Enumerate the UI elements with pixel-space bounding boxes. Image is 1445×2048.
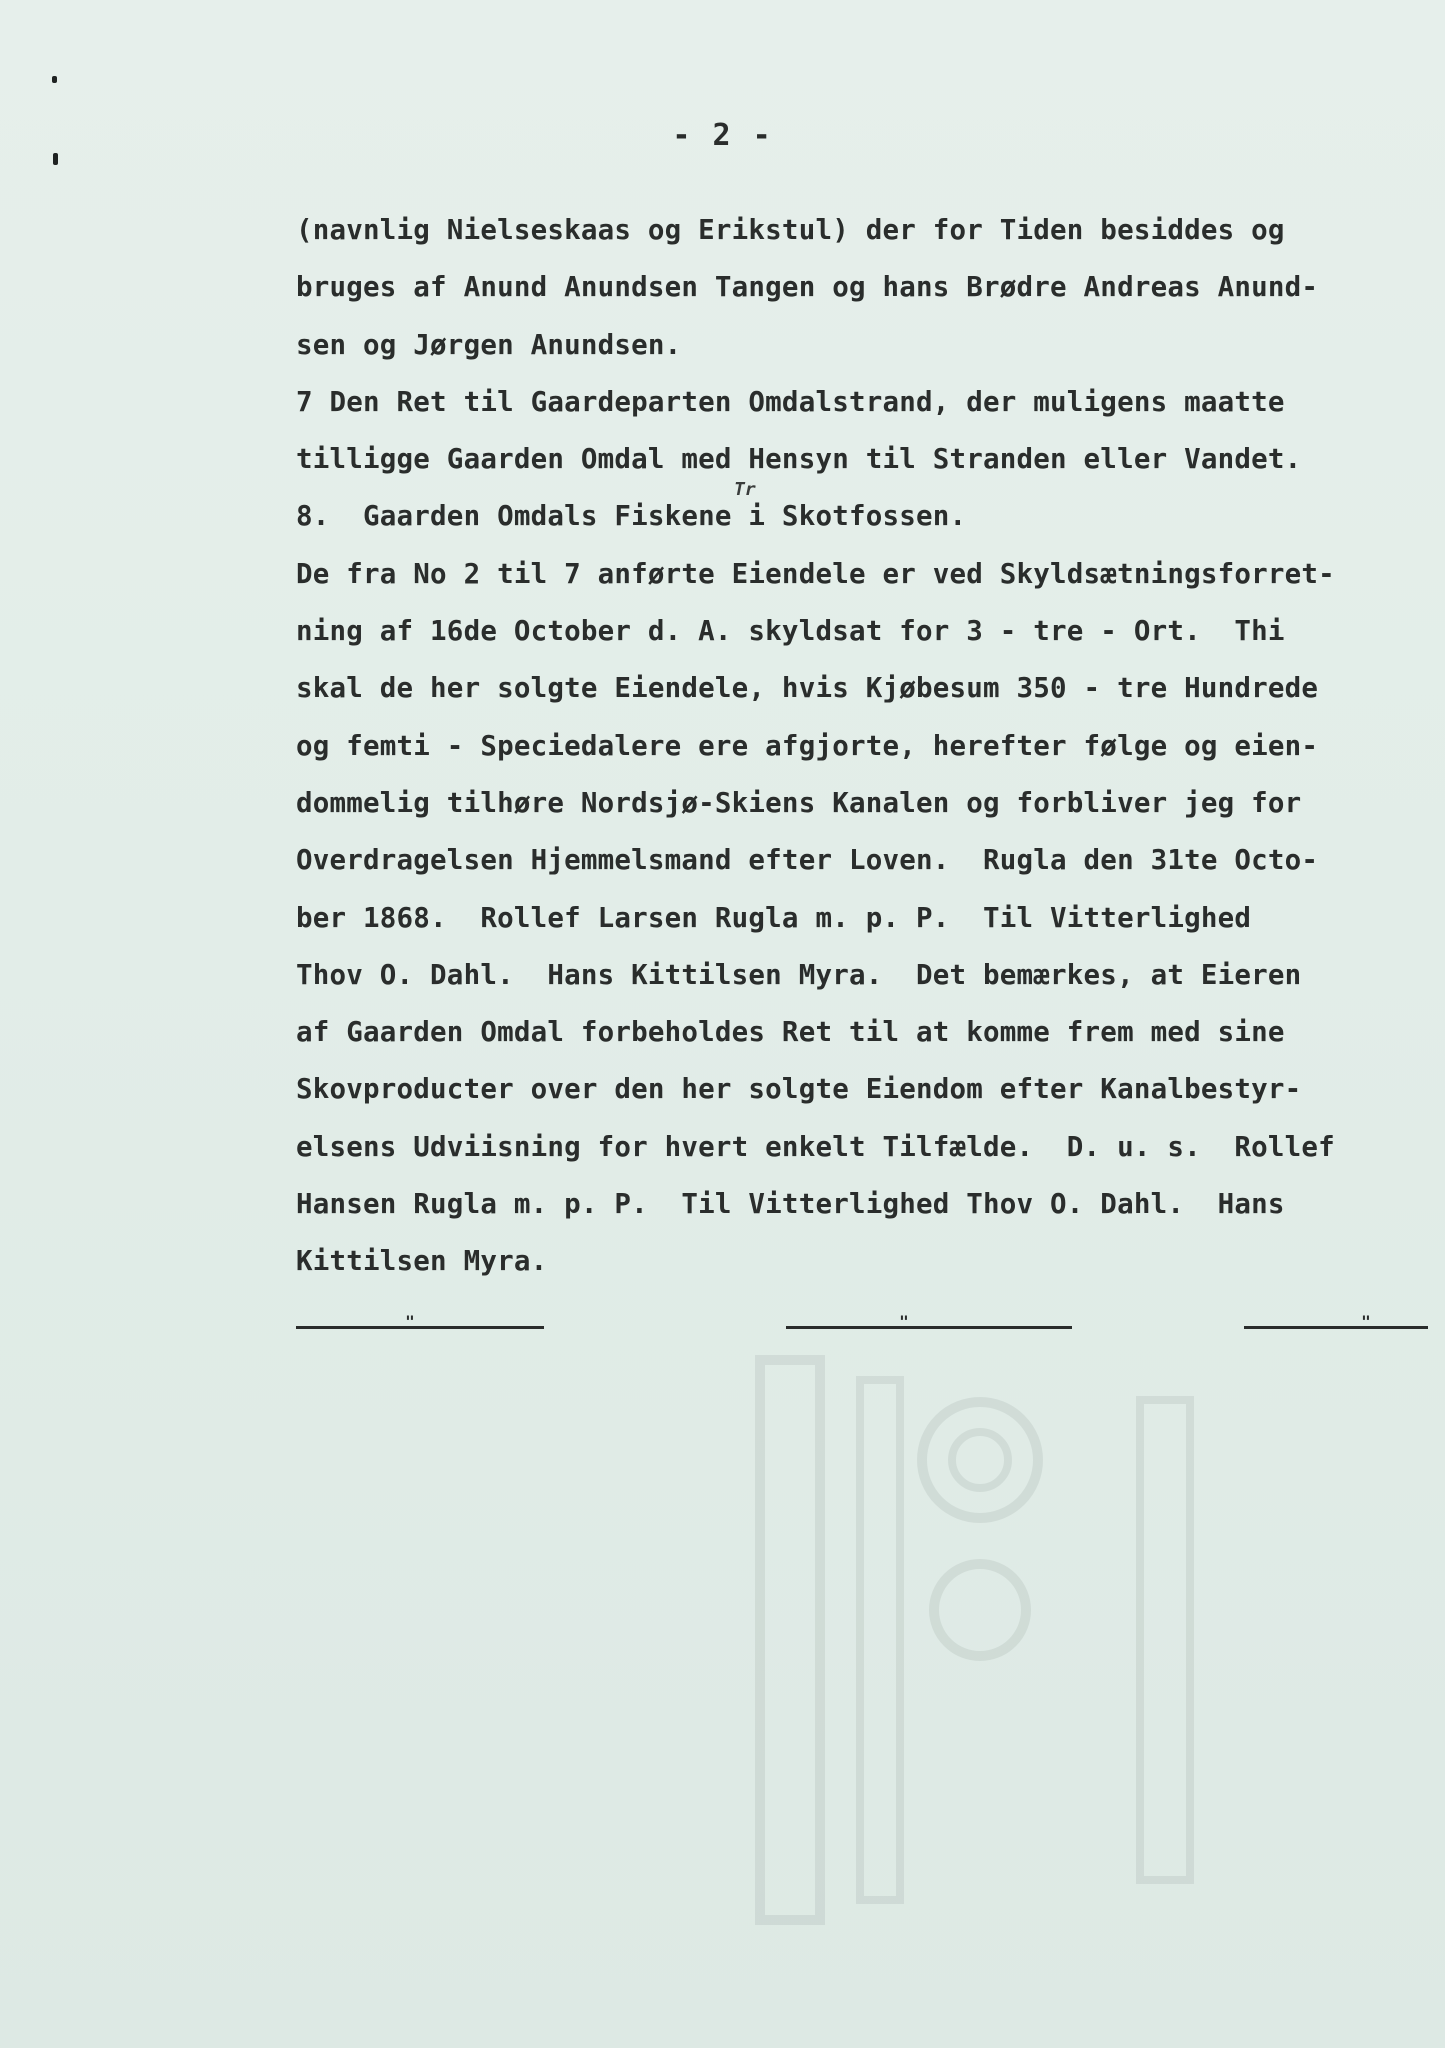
ditto-mark: " [1361, 1312, 1371, 1331]
text-line: (navnlig Nielseskaas og Erikstul) der for Tiden besiddes og [296, 214, 1285, 246]
text-line: Overdragelsen Hjemmelsmand efter Loven. Rugla den 31te Octo- [296, 844, 1319, 877]
text-line: bruges af Anund Anundsen Tangen og hans Brødre Andreas Anund- [296, 271, 1319, 304]
text-line: Hansen Rugla m. p. P. Til Vitterlighed Thov O. Dahl. Hans [296, 1188, 1285, 1221]
text-line: elsens Udviisning for hvert enkelt Tilfælde. D. u. s. Rollef [296, 1130, 1335, 1163]
divider-line-left [296, 1326, 544, 1329]
text-line: og femti - Speciedalere ere afgjorte, herefter følge og eien- [296, 729, 1319, 762]
handwritten-correction: Tr [734, 479, 756, 500]
typed-text-body [296, 202, 1416, 1291]
text-line: 7 Den Ret til Gaardeparten Omdalstrand, der muligens maatte [296, 385, 1285, 418]
faint-stamp-watermark [740, 1320, 1300, 1960]
ditto-mark: " [899, 1312, 909, 1331]
text-line: tilligge Gaarden Omdal med Hensyn til Stranden eller Vandet. [296, 443, 1302, 476]
text-line: De fra No 2 til 7 anførte Eiendele er ved Skyldsætningsforret- [296, 557, 1335, 590]
text-line: 8. Gaarden Omdals Fiskene i Skotfossen. [296, 500, 967, 533]
text-line: dommelig tilhøre Nordsjø-Skiens Kanalen og forbliver jeg for [296, 786, 1302, 819]
text-line: ber 1868. Rollef Larsen Rugla m. p. P. Til Vitterlighed [296, 901, 1252, 934]
text-line: Kittilsen Myra. [296, 1245, 548, 1278]
text-line: Skovproducter over den her solgte Eiendom efter Kanalbestyr- [296, 1073, 1302, 1106]
binding-hole-mark [52, 76, 57, 83]
text-line: af Gaarden Omdal forbeholdes Ret til at komme frem med sine [296, 1016, 1285, 1049]
text-line: Thov O. Dahl. Hans Kittilsen Myra. Det bemærkes, at Eieren [296, 958, 1302, 991]
ditto-mark: " [405, 1312, 415, 1331]
text-line: sen og Jørgen Anundsen. [296, 328, 682, 361]
text-line: skal de her solgte Eiendele, hvis Kjøbesum 350 - tre Hundrede [296, 672, 1319, 705]
text-line: ning af 16de October d. A. skyldsat for 3 - tre - Ort. Thi [296, 615, 1285, 648]
binding-hole-mark [53, 153, 58, 165]
page-number: - 2 - [672, 118, 773, 153]
